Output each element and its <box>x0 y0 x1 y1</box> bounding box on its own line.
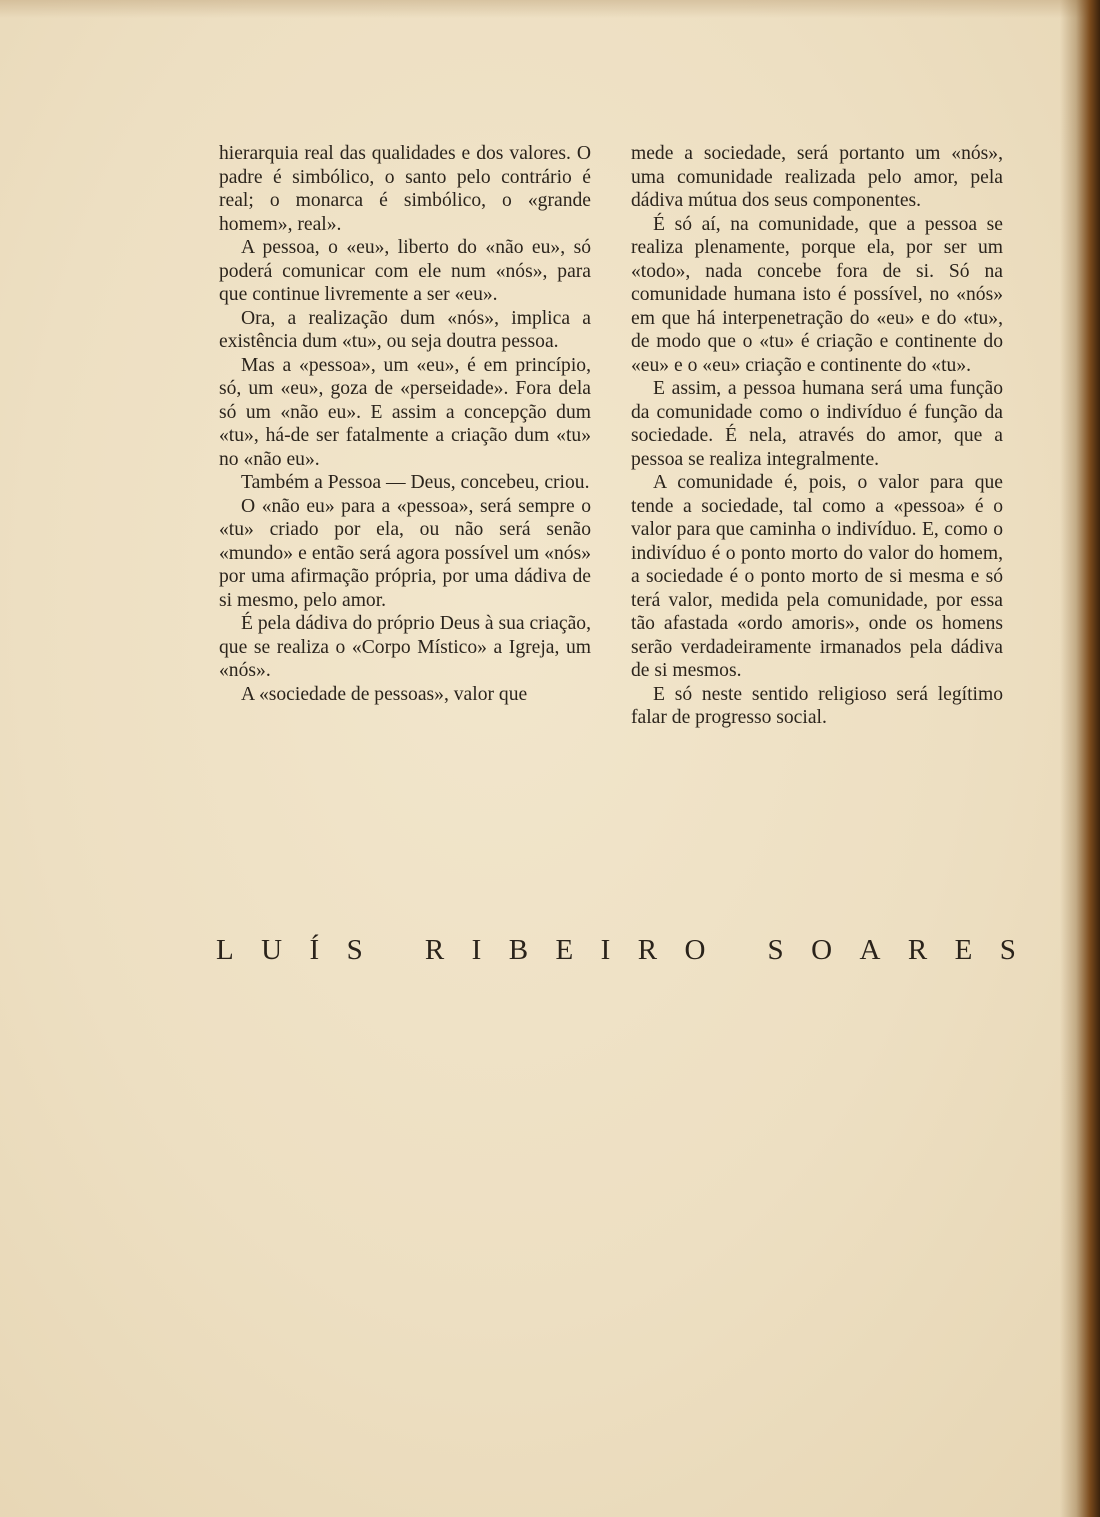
signature-letter <box>390 934 397 967</box>
page-top-shadow <box>0 0 1100 18</box>
paragraph: O «não eu» para a «pessoa», será sempre o «tu» criado por ela, ou não será senão «mundo» e então será agora possível um «nós» por uma afirmação própria, por uma dádiva de si mesmo, pelo amor. <box>219 495 591 611</box>
signature-letter: B <box>508 934 529 966</box>
paragraph: A comunidade é, pois, o valor para que tende a sociedade, tal como a «pessoa» é o valor para que caminha o indivíduo. E, como o indivíduo é o ponto morto do valor do homem, a sociedade é o ponto morto de si mesma e só terá valor, medida pela comunidade, por essa tão afastada «ordo amoris», onde os homens serão verdadeiramente irmanados pela dádiva de si mesmos. <box>631 472 1003 681</box>
paragraph: E assim, a pessoa humana será uma função da comunidade como o indivíduo é função da sociedade. É nela, através do amor, que a pessoa se realiza integralmente. <box>631 378 1003 470</box>
signature-letter: R <box>637 934 658 966</box>
signature-letter: O <box>684 934 706 966</box>
signature-letter <box>733 934 740 967</box>
paragraph: Ora, a realização dum «nós», implica a existência dum «tu», ou seja doutra pessoa. <box>219 307 591 352</box>
paragraph: É só aí, na comunidade, que a pessoa se realiza plenamente, porque ela, por ser um «todo», nada concebe fora de si. Só na comunidade humana isto é possível, no «nós» em que há interpenetração do «eu» e do «tu», de modo que o «tu» é criação e continente do «eu» e o «eu» criação e continente do «tu». <box>631 213 1003 376</box>
paragraph: Mas a «pessoa», um «eu», é em princípio, só, um «eu», goza de «perseidade». Fora dela só um «não eu». E assim a concepção dum «tu», há-de ser fatalmente a criação dum «tu» no «não eu». <box>219 354 591 470</box>
signature-letter: E <box>555 934 574 966</box>
signature-letter: S <box>346 934 363 966</box>
paragraph: E só neste sentido religioso será legítimo falar de progresso social. <box>631 683 1003 728</box>
signature-letter: S <box>999 934 1016 966</box>
signature-letter: U <box>261 934 283 966</box>
paragraph: É pela dádiva do próprio Deus à sua criação, que se realiza o «Corpo Místico» a Igreja, um «nós». <box>219 613 591 681</box>
signature-letter: S <box>767 934 784 966</box>
signature-letter: R <box>907 934 928 966</box>
signature-letter: E <box>954 934 973 966</box>
text-column-right <box>631 142 1003 730</box>
author-signature <box>216 934 1016 967</box>
signature-letter: A <box>859 934 881 966</box>
paragraph: hierarquia real das qualidades e dos valores. O padre é simbólico, o santo pelo contrário é real; o monarca é simbólico, o «grande homem», real». <box>219 143 591 235</box>
text-column-left <box>219 142 591 706</box>
signature-letter: L <box>216 934 234 966</box>
paragraph: A pessoa, o «eu», liberto do «não eu», só poderá comunicar com ele num «nós», para que continue livremente a ser «eu». <box>219 237 591 305</box>
signature-letter: R <box>424 934 445 966</box>
signature-letter: O <box>811 934 833 966</box>
paragraph: A «sociedade de pessoas», valor que <box>241 683 528 705</box>
signature-letter: Í <box>309 934 320 966</box>
signature-letter: I <box>600 934 611 966</box>
signature-letter: I <box>471 934 482 966</box>
page-binding-edge <box>1060 0 1100 1517</box>
paragraph: Também a Pessoa — Deus, concebeu, criou. <box>241 472 590 493</box>
paragraph: mede a sociedade, será portanto um «nós», uma comunidade realizada pelo amor, pela dádiva mútua dos seus componentes. <box>631 143 1003 211</box>
